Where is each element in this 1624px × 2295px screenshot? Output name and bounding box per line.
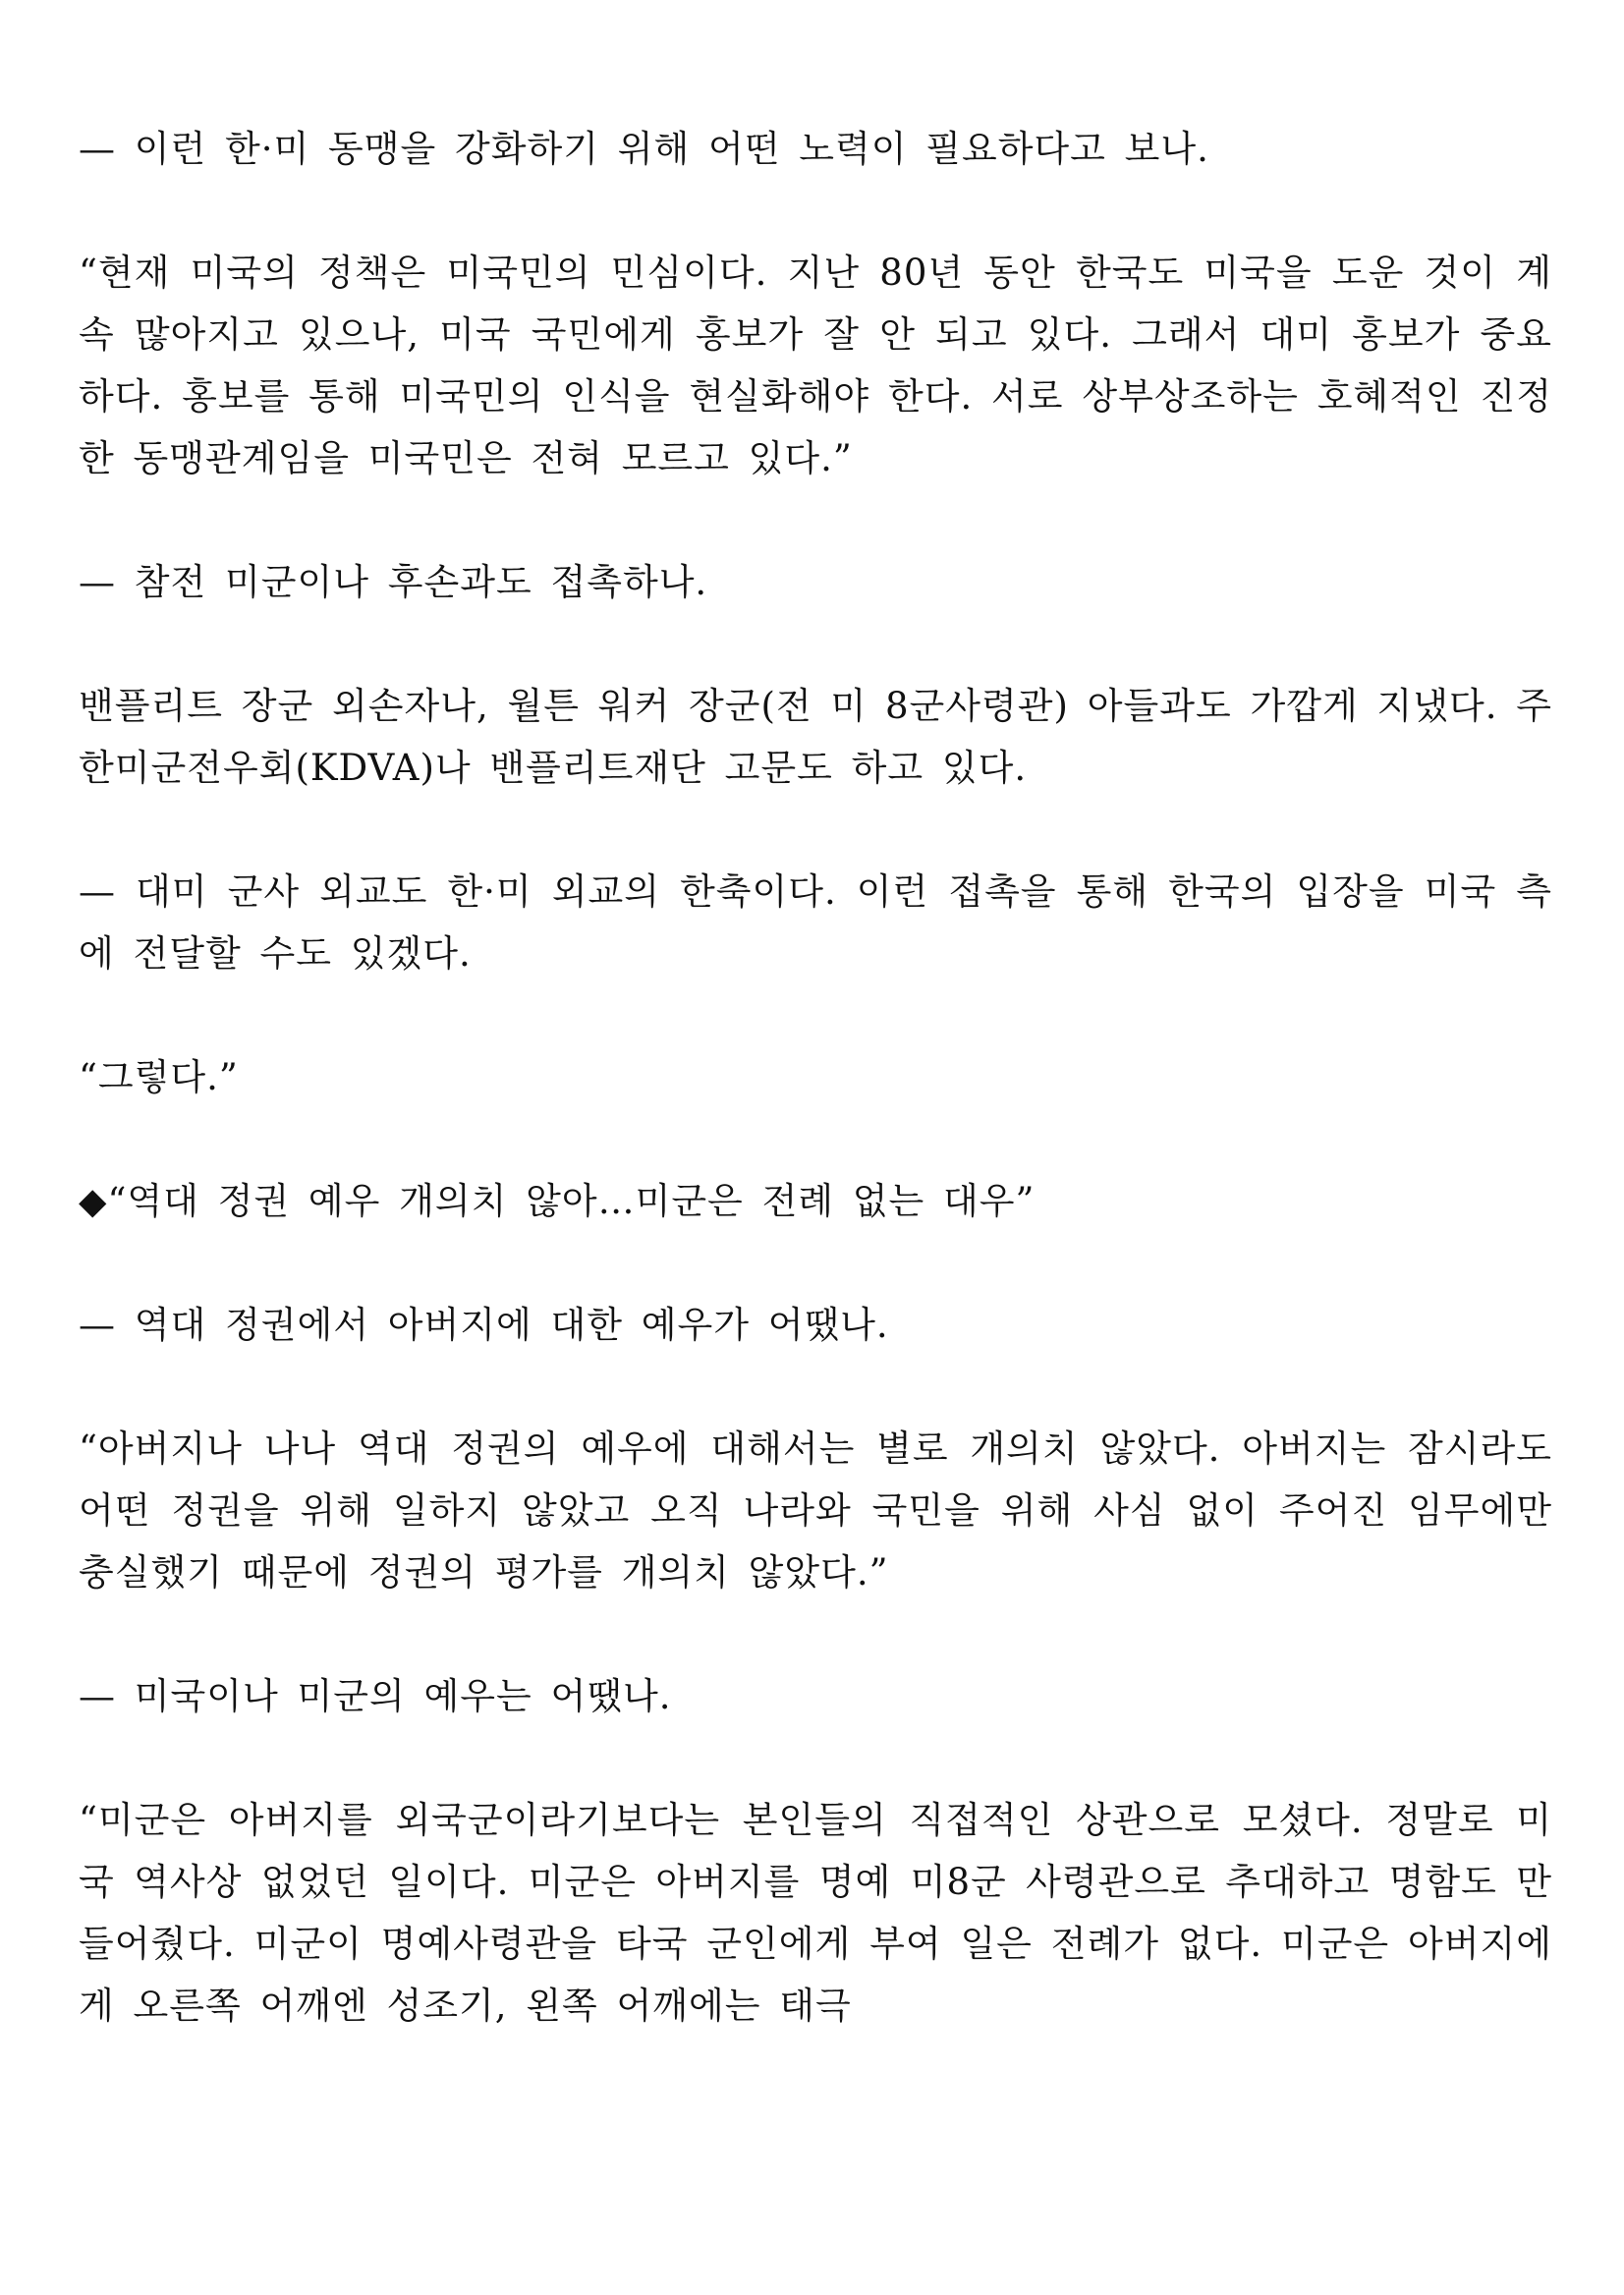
question-military-diplomacy: — 대미 군사 외교도 한·미 외교의 한축이다. 이런 접촉을 통해 한국의 입장을 미국 측에 전달할 수도 있겠다. xyxy=(79,870,1552,975)
question-past-governments: — 역대 정권에서 아버지에 대한 예우가 어땠나. xyxy=(79,1304,889,1346)
answer-past-governments: “아버지나 나나 역대 정권의 예우에 대해서는 별로 개의치 않았다. 아버지는 잠시라도 어떤 정권을 위해 일하지 않았고 오직 나라와 국민을 위해 사심 없이 주어진 임무에만 충실했기 때문에 정권의 평가를 개의치 않았다.” xyxy=(79,1427,1552,1594)
question-veterans: — 참전 미군이나 후손과도 접촉하나. xyxy=(79,561,708,603)
answer-public-relations: “현재 미국의 정책은 미국민의 민심이다. 지난 80년 동안 한국도 미국을 도운 것이 계속 많아지고 있으나, 미국 국민에게 홍보가 잘 안 되고 있다. 그래서 대미 홍보가 중요하다. 홍보를 통해 미국민의 인식을 현실화해야 한다. 서로 상부상조하는 호혜적인 진정한 동맹관계임을 미국민은 전혀 모르고 있다.” xyxy=(79,252,1552,479)
question-alliance: — 이런 한·미 동맹을 강화하기 위해 어떤 노력이 필요하다고 보나. xyxy=(79,128,1209,170)
section-heading: ◆“역대 정권 예우 개의치 않아…미군은 전례 없는 대우” xyxy=(79,1180,1036,1222)
question-us-military: — 미국이나 미군의 예우는 어땠나. xyxy=(79,1675,672,1717)
answer-short: “그렇다.” xyxy=(79,1056,239,1098)
answer-veterans: 밴플리트 장군 외손자나, 월튼 워커 장군(전 미 8군사령관) 아들과도 가깝게 지냈다. 주한미군전우회(KDVA)나 밴플리트재단 고문도 하고 있다. xyxy=(79,685,1552,789)
answer-us-military: “미군은 아버지를 외국군이라기보다는 본인들의 직접적인 상관으로 모셨다. 정말로 미국 역사상 없었던 일이다. 미군은 아버지를 명예 미8군 사령관으로 추대하고 명함도 만들어줬다. 미군이 명예사령관을 타국 군인에게 부여 일은 전례가 없다. 미군은 아버지에게 오른쪽 어깨엔 성조기, 왼쪽 어깨에는 태극 xyxy=(79,1799,1552,2027)
interview-text xyxy=(79,118,1552,2099)
